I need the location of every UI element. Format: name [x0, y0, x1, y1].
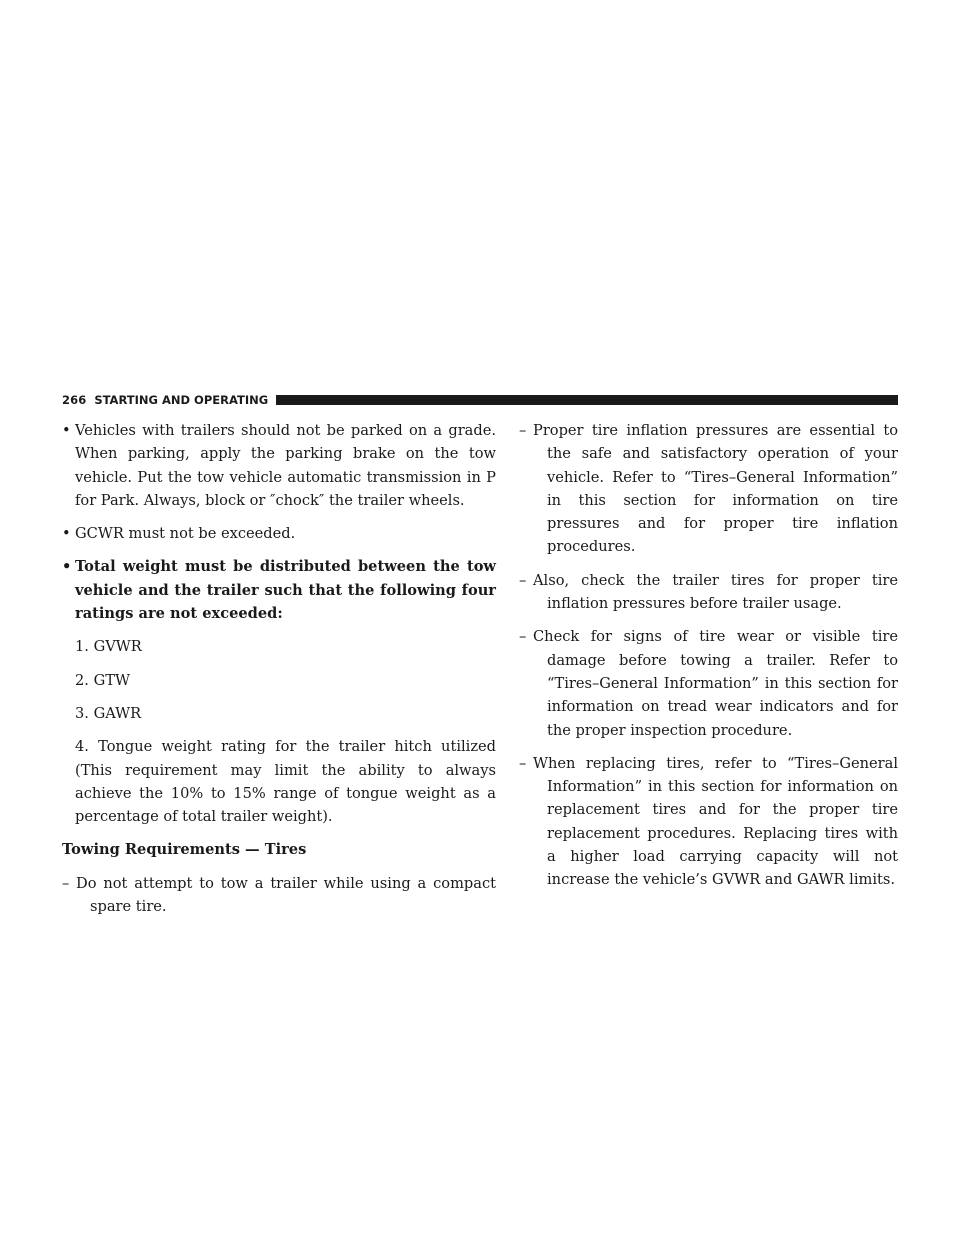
dash-icon: –	[519, 422, 527, 439]
bullet-item	[62, 419, 496, 512]
page-number: 266	[62, 393, 87, 407]
dash-text: Check for signs of tire wear or visible tire damage before towing a trailer. Refer to “Tires–General Information” in this section for information on tread wear indicators and for the proper inspection procedure.	[533, 628, 898, 739]
dash-icon: –	[62, 874, 70, 892]
section-heading: Towing Requirements — Tires	[62, 841, 307, 859]
left-column	[62, 419, 496, 928]
numbered-item: 3. GAWR	[75, 704, 142, 722]
bullet-item	[62, 522, 496, 545]
dash-item	[519, 569, 898, 616]
dash-icon: –	[519, 754, 527, 772]
bullet-icon: •	[62, 422, 71, 439]
bullet-icon: •	[62, 525, 71, 543]
dash-text: When replacing tires, refer to “Tires–General Information” in this section for information on replacement tires and for the proper tire replacement procedures. Replacing tires with a higher load carrying capacity will not increase the vehicle’s GVWR and GAWR limits.	[533, 754, 898, 889]
bullet-text: Vehicles with trailers should not be parked on a grade. When parking, apply the parking brake on the tow vehicle. Put the tow vehicle automatic transmission in P for Park. Always, block or ″chock″ the trailer wheels.	[75, 422, 496, 509]
dash-icon: –	[519, 628, 527, 646]
bullet-text: Total weight must be distributed between the tow vehicle and the trailer such that the following four ratings are not exceeded:	[75, 558, 496, 623]
dash-item	[519, 625, 898, 741]
dash-text: Do not attempt to tow a trailer while using a compact spare tire.	[76, 874, 496, 916]
numbered-item: 1. GVWR	[75, 638, 142, 656]
page-header	[62, 391, 898, 409]
dash-item	[519, 752, 898, 892]
dash-item	[519, 419, 898, 559]
numbered-item: 2. GTW	[75, 671, 130, 689]
dash-text: Also, check the trailer tires for proper tire inflation pressures before trailer usage.	[533, 571, 898, 613]
dash-text: Proper tire inflation pressures are essential to the safe and satisfactory operation of your vehicle. Refer to “Tires–General Information” in this section for information on tire pressures and for proper tire inflation procedures.	[533, 422, 898, 556]
bullet-icon: •	[62, 558, 72, 576]
numbered-item: 4. Tongue weight rating for the trailer hitch utilized (This requirement may limit the ability to always achieve the 10% to 15% range of tongue weight as a percentage of total trailer weight).	[75, 738, 496, 826]
bullet-item	[62, 555, 496, 625]
bullet-text: GCWR must not be exceeded.	[75, 525, 296, 543]
section-title: STARTING AND OPERATING	[94, 393, 269, 407]
right-column	[519, 419, 898, 902]
header-rule	[276, 395, 898, 405]
dash-item	[62, 872, 496, 919]
dash-icon: –	[519, 571, 527, 589]
